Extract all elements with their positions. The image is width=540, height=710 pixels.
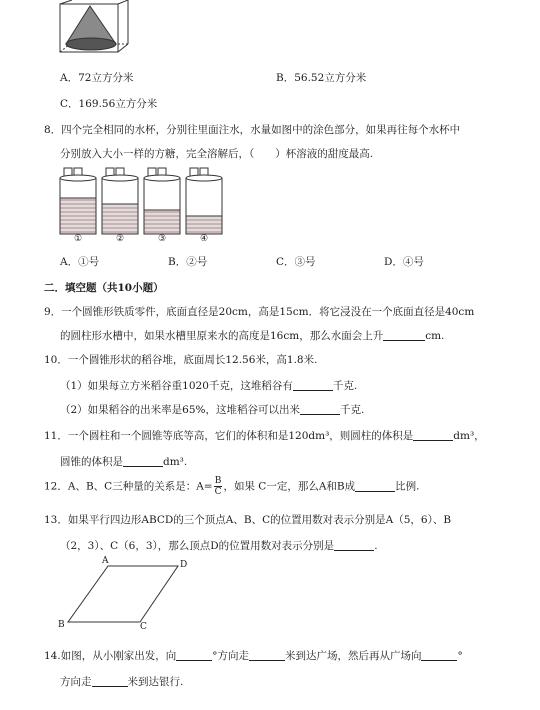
cup-label-2: ② [115, 234, 125, 244]
q10-sub2: （2）如果稻谷的出米率是65%，这堆稻谷可以出米 千克. [60, 404, 365, 416]
q10-line1: 10．一个圆锥形状的稻谷堆，底面周长12.56米，高1.8米. [44, 354, 318, 366]
q7-option-a: A．72立方分米 [60, 72, 134, 84]
q14-blank-3[interactable] [421, 649, 457, 661]
q11-blank-2[interactable] [123, 455, 163, 467]
q10-blank-2[interactable] [300, 403, 340, 415]
cup-label-1: ① [73, 234, 83, 244]
q9-line2: 的圆柱形水槽中，如果水槽里原来水的高度是16cm，那么水面会上升 cm. [60, 330, 445, 342]
q12-blank[interactable] [355, 480, 395, 492]
q9-line1: 9．一个圆锥形铁质零件，底面直径是20cm，高是15cm．将它浸没在一个底面直径是40cm [44, 306, 475, 318]
q9-blank[interactable] [383, 329, 425, 341]
section-title: 二．填空题（共10小题） [44, 282, 164, 294]
q8-stem-line2: 分别放入大小一样的方糖，完全溶解后，（ ）杯溶液的甜度最高. [60, 148, 374, 160]
vertex-b-label: B [58, 620, 65, 630]
cup-2 [102, 168, 138, 234]
q11-blank-1[interactable] [413, 429, 453, 441]
q13-blank[interactable] [334, 539, 374, 551]
q10-sub1: （1）如果每立方米稻谷重1020千克，这堆稻谷有 千克. [60, 380, 358, 392]
q8-option-d: D．④号 [384, 256, 424, 268]
q14-blank-4[interactable] [92, 675, 128, 687]
q11-line1: 11．一个圆柱和一个圆锥等底等高，它们的体积和是120dm³，则圆柱的体积是 dm³， [44, 430, 485, 442]
q8-option-a: A．①号 [60, 256, 100, 268]
q14-blank-2[interactable] [249, 649, 285, 661]
vertex-d-label: D [180, 560, 188, 570]
parallelogram-figure [50, 556, 200, 636]
q12-fraction: $\frac{B}{C}$ [214, 476, 222, 497]
q8-option-c: C．③号 [276, 256, 316, 268]
q14-blank-1[interactable] [176, 649, 212, 661]
cube-cone-figure [52, 0, 132, 56]
q14-line1: 14.如图，从小刚家出发，向 °方向走 米到达广场，然后再从广场向 ° [44, 650, 463, 662]
q12-line: 12．A、B、C三种量的关系是：A= $\frac{B}{C}$ ，如果 C一定，那么A和B成 比例. [44, 476, 420, 497]
q13-line2: （2，3）、C（6，3），那么顶点D的位置用数对表示分别是 . [60, 540, 378, 552]
cup-label-4: ④ [199, 234, 209, 244]
vertex-c-label: C [140, 622, 147, 632]
q11-line2: 圆锥的体积是 dm³. [60, 456, 188, 468]
q8-stem-line1: 8．四个完全相同的水杯，分别往里面注水，水量如图中的涂色部分，如果再往每个水杯中 [44, 124, 461, 136]
q10-blank-1[interactable] [293, 379, 333, 391]
q7-option-b: B．56.52立方分米 [276, 72, 367, 84]
vertex-a-label: A [102, 556, 109, 566]
cup-3 [144, 168, 180, 234]
cup-4 [186, 168, 222, 234]
cup-1 [60, 168, 96, 234]
q13-line1: 13．如果平行四边形ABCD的三个顶点A、B、C的位置用数对表示分别是A（5，6）、B [44, 514, 452, 526]
cup-label-3: ③ [157, 234, 167, 244]
q7-option-c: C．169.56立方分米 [60, 98, 158, 110]
q14-line2: 方向走 米到达银行. [60, 676, 184, 688]
q8-option-b: B．②号 [168, 256, 208, 268]
